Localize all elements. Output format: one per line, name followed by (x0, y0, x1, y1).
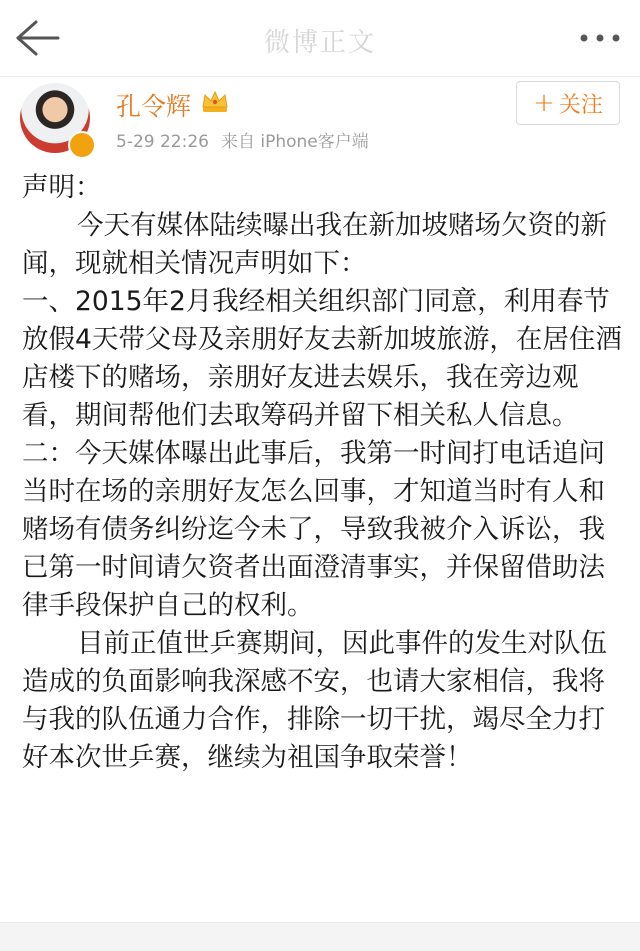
author-header (0, 77, 640, 159)
more-dots-icon (578, 26, 622, 50)
post-heading: 声明： (22, 172, 102, 203)
post-paragraph: 目前正值世乒赛期间，因此事件的发生对队伍造成的负面影响我深感不安，也请大家相信，我将与我的队伍通力合作，排除一切干扰，竭尽全力打好本次世乒赛，继续为祖国争取荣誉！ (22, 628, 607, 773)
more-button[interactable] (578, 26, 622, 50)
bottom-bar (0, 922, 640, 951)
follow-button[interactable] (516, 81, 620, 125)
post-body (22, 169, 622, 777)
post-meta (116, 127, 381, 152)
top-nav-bar (0, 0, 640, 77)
post-paragraph: 一、2015年2月我经相关组织部门同意，利用春节放假4天带父母及亲朋好友去新加坡旅游，在居住酒店楼下的赌场，亲朋好友进去娱乐，我在旁边观看，期间帮他们去取筹码并留下相关私人信息。 二：今天媒体曝出此事后，我第一时间打电话追问当时在场的亲朋好友怎么回事，才知道当时有人和赌场有债务纠纷迄今未了，导致我被介入诉讼，我已第一时间请欠资者出面澄清事实，并保留借助法律手段保护自己的权利。 (22, 286, 622, 621)
verified-badge-icon (68, 131, 96, 159)
follow-label: 关注 (558, 92, 603, 118)
plus-icon: + (533, 88, 555, 118)
crown-icon (200, 89, 230, 115)
author-name[interactable]: 孔令辉 (116, 92, 192, 121)
post-paragraph: 今天有媒体陆续曝出我在新加坡赌场欠资的新闻，现就相关情况声明如下： (22, 210, 607, 279)
post-time: 5-29 22:26 (116, 132, 209, 152)
post-source: 来自 iPhone客户端 (220, 132, 369, 152)
page-title: 微博正文 (263, 28, 376, 58)
